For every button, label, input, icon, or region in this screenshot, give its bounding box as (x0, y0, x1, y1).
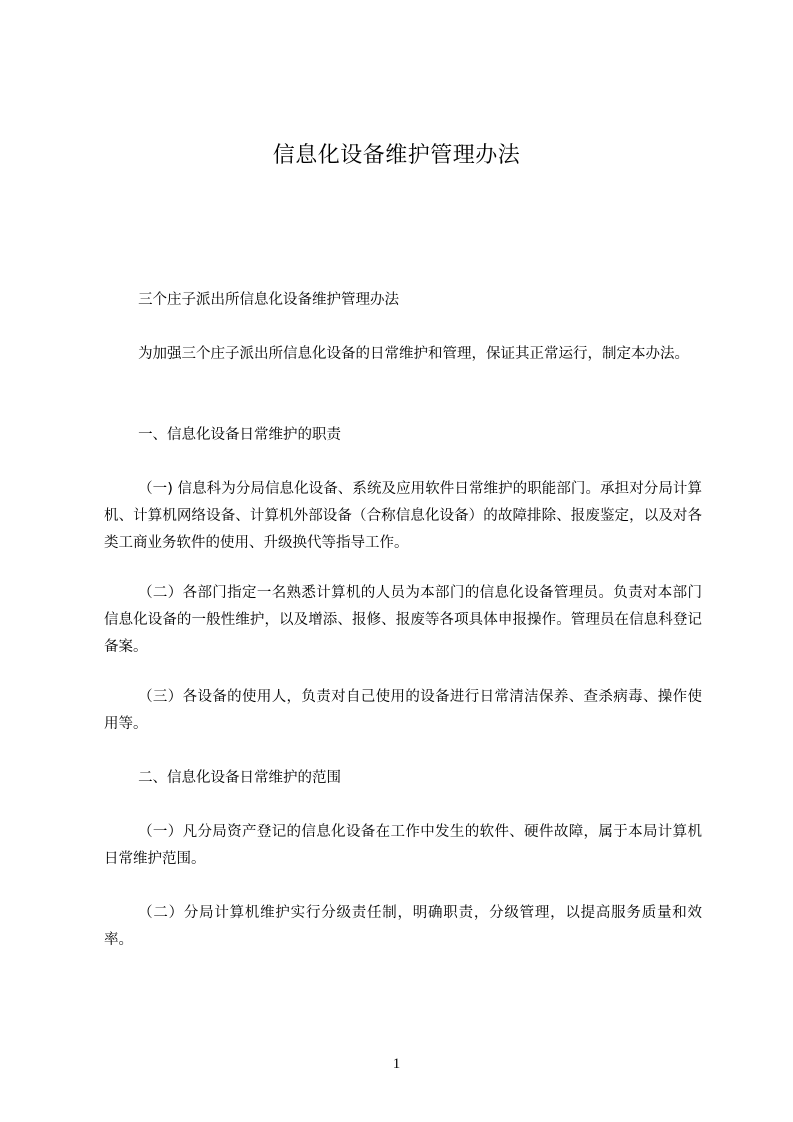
responsibility-item-3: （三）各设备的使用人，负责对自己使用的设备进行日常清洁保养、查杀病毒、操作使用等。 (104, 689, 702, 732)
document-subtitle-paragraph: 三个庄子派出所信息化设备维护管理办法 (138, 292, 400, 308)
section-heading-scope: 二、信息化设备日常维护的范围 (138, 770, 342, 786)
responsibility-item-2: （二）各部门指定一名熟悉计算机的人员为本部门的信息化设备管理员。负责对本部门信息化设备的一般性维护，以及增添、报修、报废等各项具体申报操作。管理员在信息科登记备案。 (104, 585, 702, 655)
scope-item-2: （二）分局计算机维护实行分级责任制，明确职责，分级管理，以提高服务质量和效率。 (104, 905, 702, 948)
section-heading-responsibilities: 一、信息化设备日常维护的职责 (138, 427, 342, 443)
document-title: 信息化设备维护管理办法 (272, 143, 521, 168)
intro-paragraph: 为加强三个庄子派出所信息化设备的日常维护和管理，保证其正常运行，制定本办法。 (138, 346, 690, 362)
scope-item-1: （一）凡分局资产登记的信息化设备在工作中发生的软件、硬件故障，属于本局计算机日常维护范围。 (104, 824, 702, 867)
responsibility-item-1: （一) 信息科为分局信息化设备、系统及应用软件日常维护的职能部门。承担对分局计算机、计算机网络设备、计算机外部设备（合称信息化设备）的故障排除、报废鉴定，以及对各类工商业务软件的使用、升级换代等指导工作。 (104, 481, 702, 551)
page-number: 1 (392, 1056, 401, 1072)
